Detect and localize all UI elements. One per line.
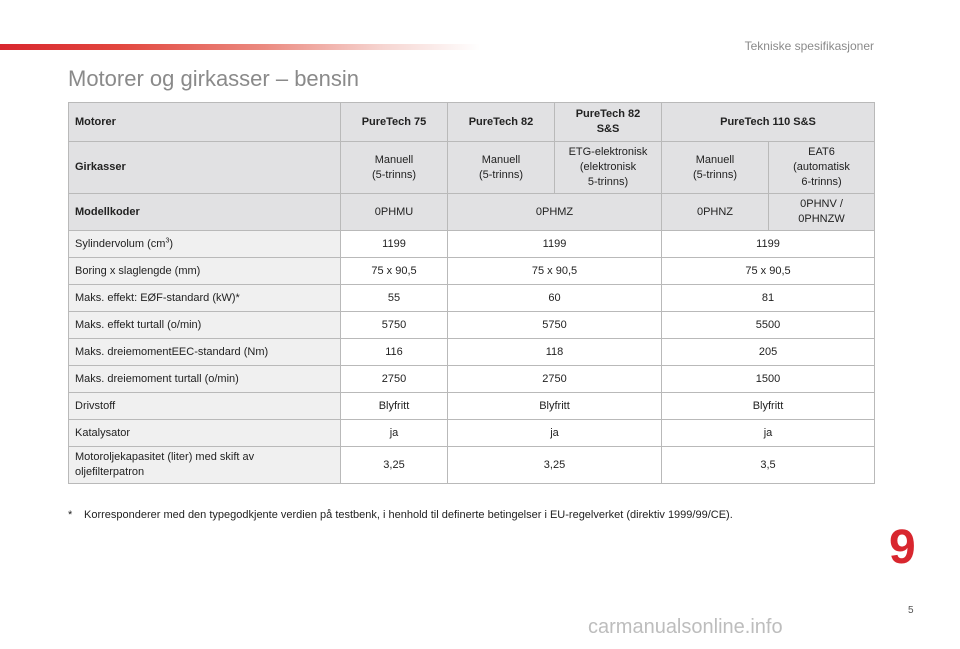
row-label-motorer: Motorer bbox=[69, 103, 341, 142]
cell-line: Manuell bbox=[481, 153, 521, 166]
value-cell: 5500 bbox=[662, 312, 875, 339]
gearbox-cell bbox=[555, 142, 662, 194]
value-cell: 3,5 bbox=[662, 447, 875, 484]
value-cell: 5750 bbox=[341, 312, 448, 339]
row-label bbox=[69, 231, 341, 258]
row-label: Drivstoff bbox=[69, 393, 341, 420]
table-row bbox=[69, 420, 875, 447]
label-text-end: ) bbox=[169, 237, 174, 250]
header-line: PureTech 82 bbox=[575, 108, 641, 120]
row-label: Katalysator bbox=[69, 420, 341, 447]
table-row bbox=[69, 339, 875, 366]
model-code-cell: 0PHNZ bbox=[662, 194, 769, 231]
header-puretech-82: PureTech 82 bbox=[448, 103, 555, 142]
row-label-modellkoder: Modellkoder bbox=[69, 194, 341, 231]
watermark: carmanualsonline.info bbox=[588, 616, 783, 638]
label-text: Sylindervolum (cm bbox=[75, 237, 166, 250]
cell-line: ETG-elektronisk bbox=[568, 146, 648, 158]
table-header-row-engines bbox=[69, 103, 875, 142]
value-cell: 55 bbox=[341, 285, 448, 312]
cell-line: Manuell bbox=[695, 153, 735, 166]
model-code-cell: 0PHMU bbox=[341, 194, 448, 231]
model-code-cell bbox=[769, 194, 875, 231]
cell-line: (elektronisk bbox=[579, 161, 637, 173]
engine-spec-table bbox=[68, 102, 875, 484]
footnote-text: Korresponderer med den typegodkjente verdien på testbenk, i henhold til definerte betingelser i EU-regelverket (direktiv 1999/99/CE). bbox=[84, 509, 733, 521]
model-code-cell: 0PHMZ bbox=[448, 194, 662, 231]
row-label: Maks. dreiemomentEEC-standard (Nm) bbox=[69, 339, 341, 366]
cell-line: Manuell bbox=[374, 153, 414, 166]
table-row bbox=[69, 285, 875, 312]
row-label: Maks. dreiemoment turtall (o/min) bbox=[69, 366, 341, 393]
cell-line: (automatisk bbox=[793, 161, 850, 173]
gearbox-cell bbox=[769, 142, 875, 194]
value-cell: 3,25 bbox=[448, 447, 662, 484]
cell-line: (5-trinns) bbox=[478, 168, 523, 181]
header-puretech-82-ss bbox=[555, 103, 662, 142]
cell-line: (5-trinns) bbox=[371, 168, 416, 181]
table-row bbox=[69, 258, 875, 285]
value-cell: 5750 bbox=[448, 312, 662, 339]
table-row bbox=[69, 447, 875, 484]
cell-line: 5-trinns) bbox=[587, 176, 629, 188]
page-number: 5 bbox=[908, 605, 914, 616]
row-label: Boring x slaglengde (mm) bbox=[69, 258, 341, 285]
header-puretech-75: PureTech 75 bbox=[341, 103, 448, 142]
value-cell: 205 bbox=[662, 339, 875, 366]
table-row bbox=[69, 231, 875, 258]
table-row bbox=[69, 393, 875, 420]
table-row bbox=[69, 312, 875, 339]
table-header-row-gearbox bbox=[69, 142, 875, 194]
row-label: Maks. effekt turtall (o/min) bbox=[69, 312, 341, 339]
value-cell: ja bbox=[662, 420, 875, 447]
value-cell: Blyfritt bbox=[341, 393, 448, 420]
value-cell: 75 x 90,5 bbox=[341, 258, 448, 285]
chapter-number: 9 bbox=[889, 521, 916, 574]
page-title: Motorer og girkasser – bensin bbox=[68, 66, 360, 91]
gearbox-cell bbox=[341, 142, 448, 194]
header-accent-bar bbox=[0, 44, 480, 50]
value-cell: 1199 bbox=[448, 231, 662, 258]
header-line: S&S bbox=[596, 123, 620, 135]
row-label: Maks. effekt: EØF-standard (kW)* bbox=[69, 285, 341, 312]
value-cell: 3,25 bbox=[341, 447, 448, 484]
section-label: Tekniske spesifikasjoner bbox=[744, 39, 874, 53]
header-puretech-110-ss: PureTech 110 S&S bbox=[662, 103, 875, 142]
label-line: oljefilterpatron bbox=[75, 466, 145, 478]
gearbox-cell bbox=[448, 142, 555, 194]
table-header-row-model-codes bbox=[69, 194, 875, 231]
label-line: Motoroljekapasitet (liter) med skift av bbox=[75, 451, 255, 463]
value-cell: 2750 bbox=[448, 366, 662, 393]
value-cell: 1199 bbox=[341, 231, 448, 258]
value-cell: 81 bbox=[662, 285, 875, 312]
value-cell: ja bbox=[448, 420, 662, 447]
footnote-marker: * bbox=[68, 509, 73, 521]
row-label bbox=[69, 447, 341, 484]
value-cell: 1199 bbox=[662, 231, 875, 258]
cell-line: 0PHNV / bbox=[800, 198, 843, 210]
value-cell: 118 bbox=[448, 339, 662, 366]
value-cell: 75 x 90,5 bbox=[662, 258, 875, 285]
value-cell: 75 x 90,5 bbox=[448, 258, 662, 285]
table-row bbox=[69, 366, 875, 393]
value-cell: 60 bbox=[448, 285, 662, 312]
footnote bbox=[68, 509, 888, 521]
cell-line: 6-trinns) bbox=[801, 176, 842, 188]
value-cell: 2750 bbox=[341, 366, 448, 393]
value-cell: ja bbox=[341, 420, 448, 447]
label-superscript: 3 bbox=[165, 236, 170, 244]
value-cell: Blyfritt bbox=[662, 393, 875, 420]
value-cell: Blyfritt bbox=[448, 393, 662, 420]
cell-line: (5-trinns) bbox=[692, 168, 737, 181]
value-cell: 1500 bbox=[662, 366, 875, 393]
cell-line: 0PHNZW bbox=[798, 213, 845, 225]
row-label-girkasser: Girkasser bbox=[69, 142, 341, 194]
value-cell: 116 bbox=[341, 339, 448, 366]
gearbox-cell bbox=[662, 142, 769, 194]
cell-line: EAT6 bbox=[808, 146, 835, 158]
